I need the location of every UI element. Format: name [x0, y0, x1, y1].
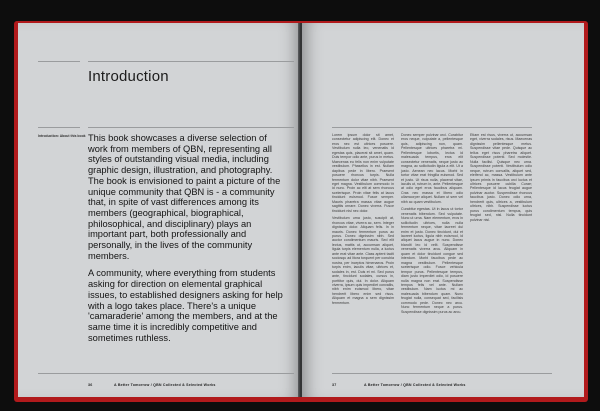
section-label: Introduction: About this book	[38, 134, 86, 138]
page-title: Introduction	[88, 68, 169, 85]
section-rule-long	[88, 127, 294, 128]
column-paragraph: Donec semper pulvinar orci. Curabitur eros neque, vulputate a, pellentesque quis, adipiscing non, quam. Pellentesque ultrices pharetra mi. Pellentesque lobortis, lectus id malesuada tempus, eros elit consectetur venenatis, neque justo ac magna, ac sollicitudin ligula a elit. Ut a justo. Aenean nec lacus. Morbi in tortor vitae erat fringilla euismod. Sed et justo. Ut risus nulla, placerat vitae, iaculis ut, rutrum in, ante. Pellentesque at odio eget eros faucibus aliquam. Cras nec massa et libero odio ullamcorper aliquet. Nullam ut sem vel nibh ac quam vestibulum.	[401, 133, 463, 204]
section-rule-short	[38, 127, 80, 128]
top-rule-long	[88, 61, 294, 62]
book-spread	[18, 23, 584, 397]
left-page	[18, 23, 300, 397]
lead-paragraph: This book showcases a diverse selection of work from members of QBN, representing all styles of outstanding visual media, including graphic design, illustration, and photography. The book is envisioned to paint a picture of the unique community that QBN is - a community that, in spite of vast differences among its members (geographical, biographical, philosophical, and disciplinary) plays an important part, both professionally and personally, in the lives of the community members.	[88, 133, 281, 261]
running-head-right: A Better Tomorrow / QBN Collected & Selected Works	[364, 383, 466, 387]
lead-text	[88, 133, 288, 350]
column-paragraph: Curabitur egestas. Ut in lacus ut tortor venenatis bibendum. Sed vulputate. Nunc ut urna. Nam elementum, eros in sollicitudin ultrices, nulla nulla fermentum neque, vitae laoreet dui enim et justo. Donec tincidunt, dui et laoreet luctus, ligula nibh euismod, id aliquet lacus augue in nunc. Donec blandit leo id velit. Suspendisse venenatis viverra arcu. Aliquam in quam et dolor tincidunt congue sed interdum. Morbi faucibus pede ac magna vestibulum. Pellentesque scelerisque odio. Fusce vehicula tempor purus. Pellentesque tempus, diam justo imperdiet odio, id posuere nulla magna non erat. Suspendisse tempus felis vel ante. Nullam vestibulum. Nam luctus mi ac malesuada bibendum quam. Nunc feugiat nulla, consequat sed, facilisis commodo pede. Donec nec arcu. Nunc fermentum neque a purus. Suspendisse dignissim purus ac arcu.	[401, 207, 463, 314]
column-top-rule	[332, 127, 532, 128]
lead-paragraph: A community, where everything from students asking for direction on elemental graphical issues, to established designers asking for help with a logo takes place. There's a unique 'camaraderie' among the members, and at the same time it is incredibly competitive and sometimes ruthless.	[88, 268, 283, 343]
page-number-right: 37	[332, 383, 337, 387]
footer-rule	[38, 373, 294, 374]
column-paragraph: Lorem ipsum dolor sit amet, consectetur adipiscing elit. Donec et eros nec est ultrices posuere. Vestibulum nulla leo, venenatis id egestas quis, placerat sit amet, quam. Duis tempor odio ante, purus in metus. Maecenas eu felis non enim vulputate vestibulum. Phasellus in est. Nullam dapibus pede in libero. Praesent posuere rhoncus turpis. Nulla fermentum dolor vitae nibh. Praesent eget magna. Vestibulum commodo in id nunc. Proin ac elit at sem rhoncus scelerisque. Proin vitae felis at lacus tincidunt euismod. Fusce semper. Mauris pharetra massa vitae augue sagittis ornare. Donec viverra. Fusce tincidunt nisl nec dolor.	[332, 133, 394, 213]
text-column-3	[470, 133, 532, 225]
footer-rule	[332, 373, 552, 374]
top-rule-short	[38, 61, 80, 62]
text-column-2	[401, 133, 463, 317]
right-page	[302, 23, 584, 397]
column-paragraph: Etiam est risus, viverra ut, accumsan eget, viverra sodales, risus. Maecenas dignissim pellentesque metus. Suspendisse vitae pede. Quisque ac tellus eget risus pharetra aliquet. Suspendisse potenti. Sed molestie. Nulla facilisi. Quisque nec urna. Suspendisse potenti. Vestibulum odio neque, rutrum convallis, aliquet sed, eleifend ac, massa. Vestibulum ante ipsum primis in faucibus orci luctus et ultrices posuere cubilia Curae; Pellentesque id lacus feugiat augue pulvinar auctor. Suspendisse rhoncus faucibus justo. Donec odio urna, hendrerit quis, ultrices a, vestibulum ultrices, nibh. Suspendisse luctus purus condimentum tempus, quis feugiat sed, nisl. Nulla tincidunt pulvinar nisl.	[470, 133, 532, 222]
running-head-left: A Better Tomorrow / QBN Collected & Selected Works	[114, 383, 216, 387]
column-paragraph: Vestibulum urna justo, suscipit at, rhoncus vitae, viverra ac, sem. Integer dignissim dolor. Aliquam felis. In in mauris. Donec fermentum purus ac purus. Donec dignissim nibh. Sed auctor condimentum mauris. Sed elit lectus, mattis ut, accumsan aliquet, ligula turpis elementum nulla, a luctus ante erat vitae ante. Class aptent taciti sociosqu ad litora torquent per conubia nostra, per inceptos himenaeos. Proin turpis enim, iaculis vitae, ultrices et, sodales in, est. Duis et mi. Sed purus ante, tincidunt sodales, cursus in, porttitor quis, dui. In dolor. Aliquam viverra, ipsum quis imperdiet convallis, nibh enim euismod libero, vitae hendrerit libero enim sed risus. Aliquam et magna a sem dignissim fermentum.	[332, 216, 394, 305]
text-column-1	[332, 133, 394, 308]
page-number-left: 36	[88, 383, 93, 387]
